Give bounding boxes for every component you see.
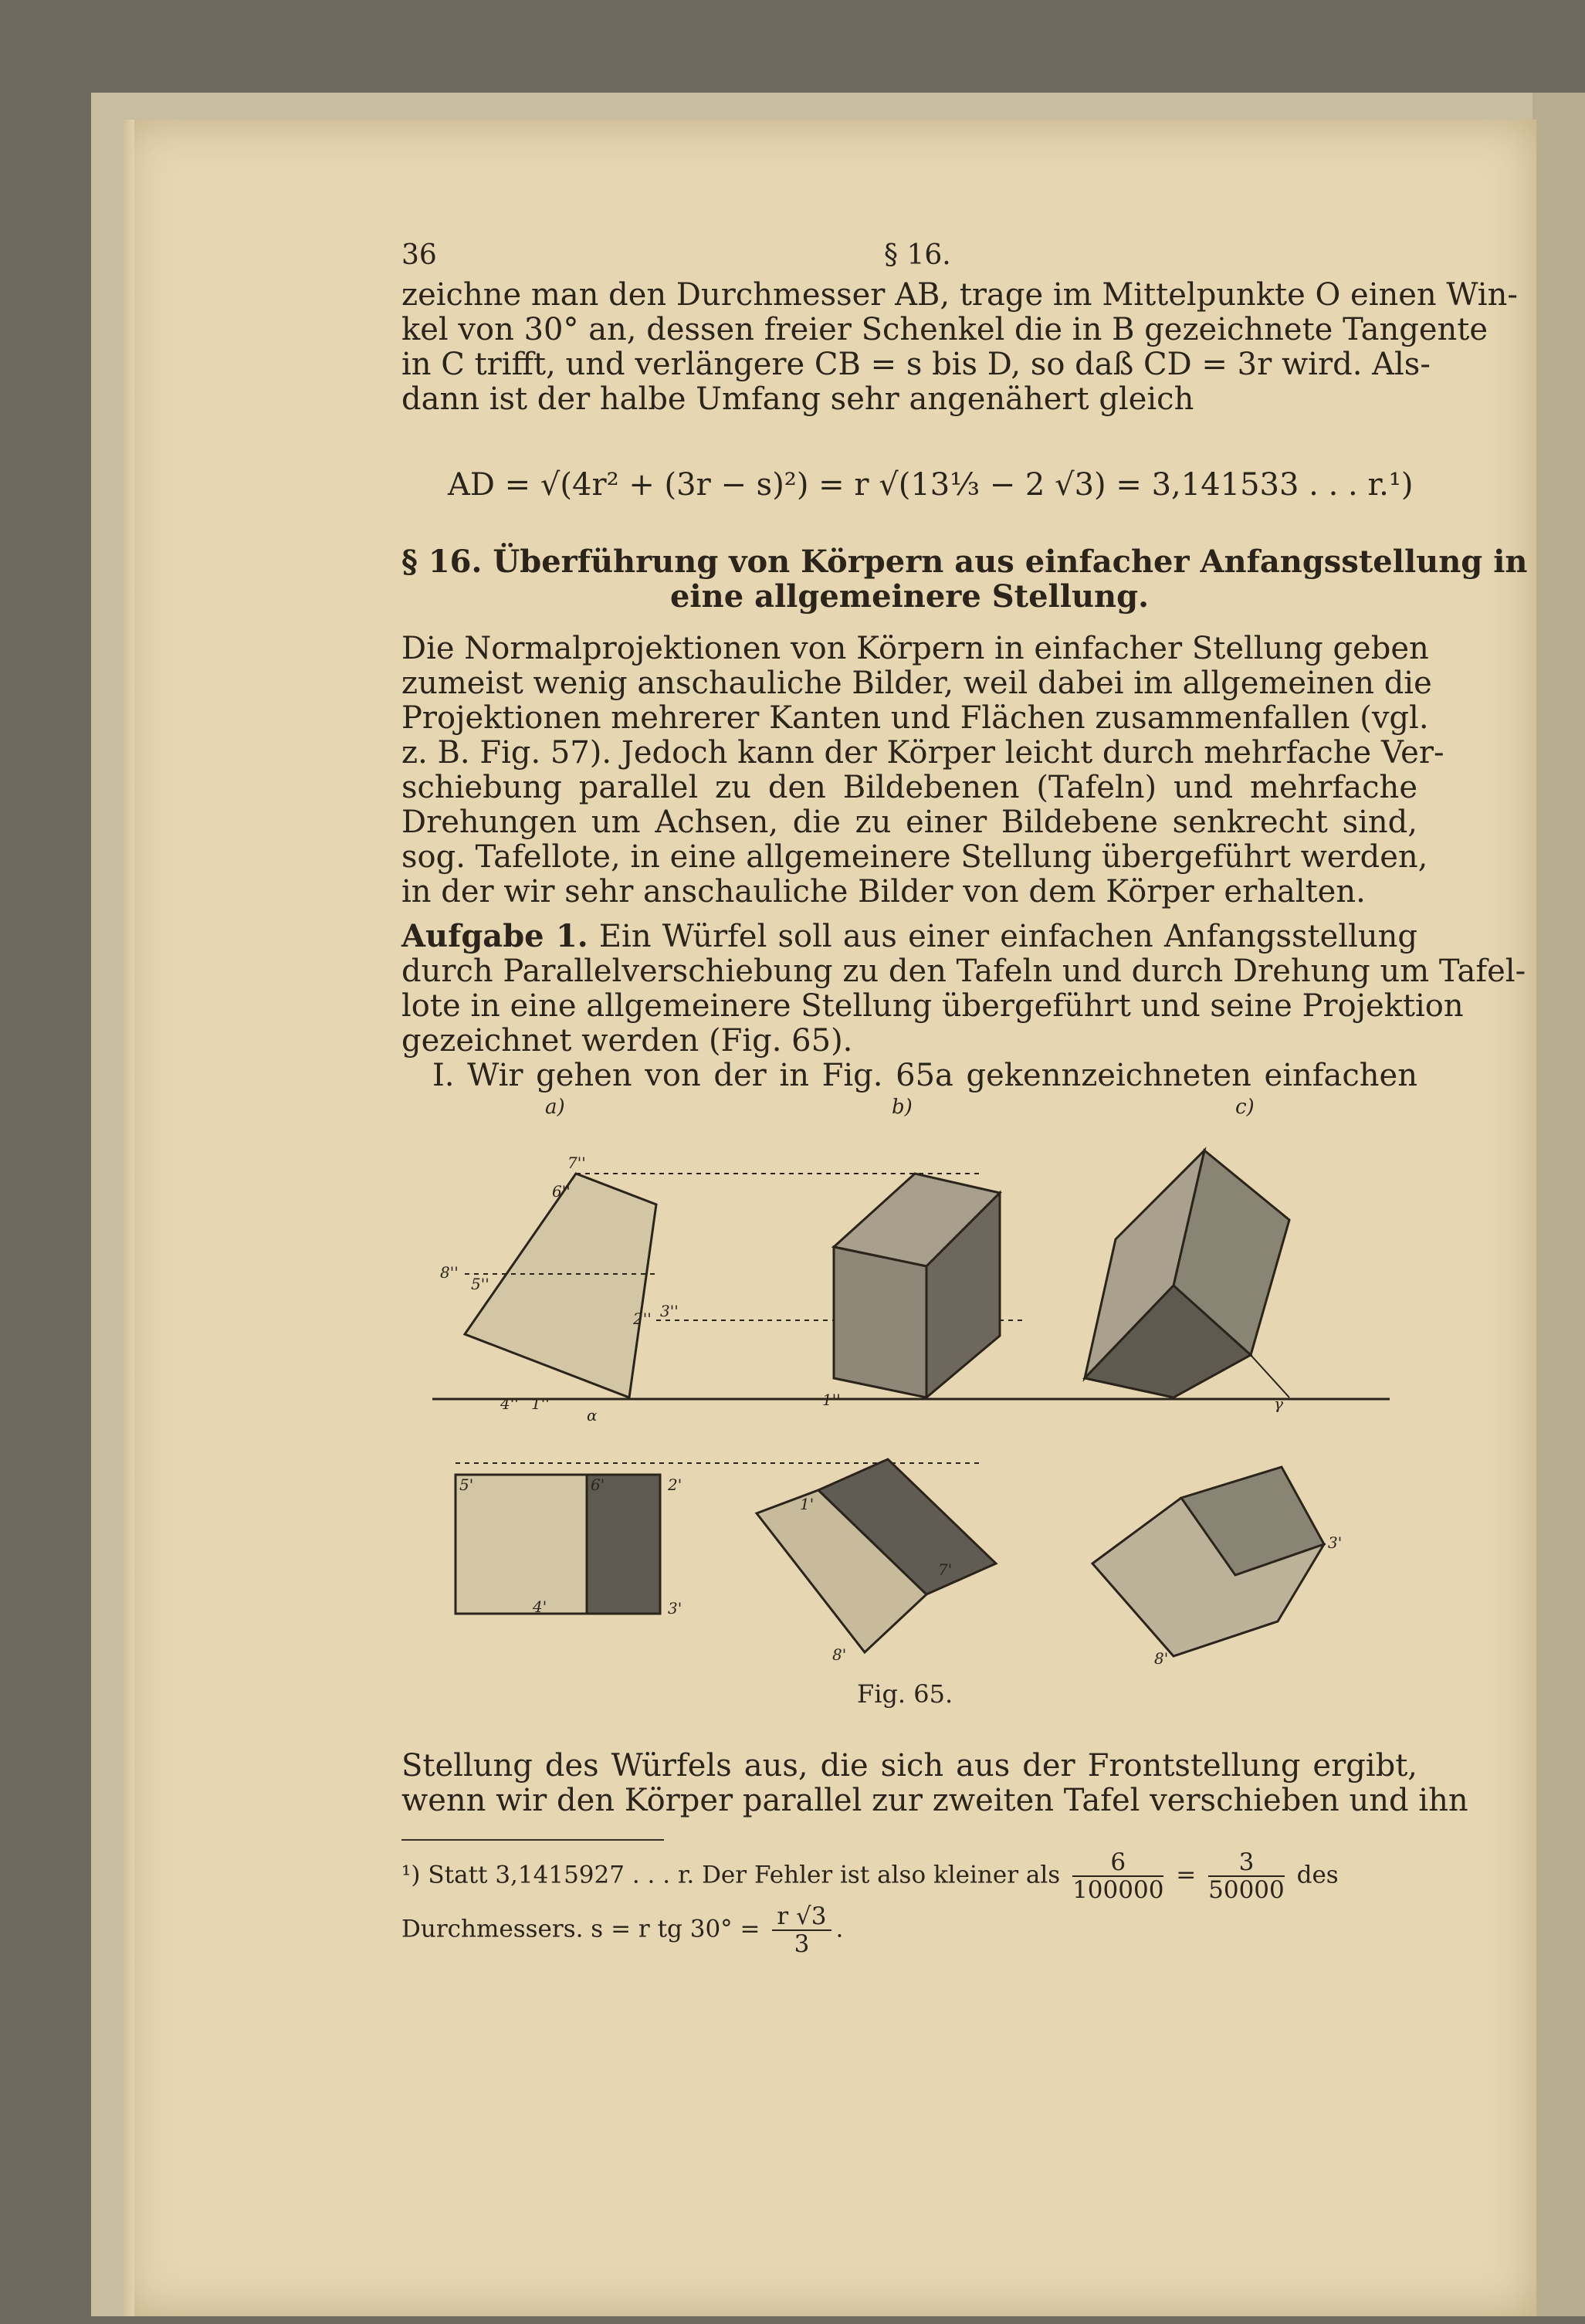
text-line: lote in eine allgemeinere Stellung übergeführt und seine Projektion xyxy=(401,988,1464,1024)
vertex-label: 1'' xyxy=(531,1394,550,1413)
vertex-label: 6' xyxy=(591,1475,605,1494)
footnote-line xyxy=(401,1903,1417,1957)
fraction xyxy=(1072,1849,1163,1903)
figure-65 xyxy=(401,1081,1421,1668)
vertex-label: 4' xyxy=(533,1597,547,1616)
text-line: in der wir sehr anschauliche Bilder von dem Körper erhalten. xyxy=(401,874,1366,910)
text-line: I. Wir gehen von der in Fig. 65a gekennzeichneten einfachen xyxy=(432,1058,1417,1093)
fraction-denominator: 50000 xyxy=(1208,1876,1285,1904)
figure-caption: Fig. 65. xyxy=(857,1679,953,1709)
vertex-label: 8'' xyxy=(440,1263,459,1282)
sub-label-a: a) xyxy=(545,1096,565,1119)
fraction xyxy=(772,1903,831,1957)
text-line xyxy=(401,919,1417,954)
text-line: Die Normalprojektionen von Körpern in einfacher Stellung geben xyxy=(401,631,1429,666)
section-title-line: § 16. Überführung von Körpern aus einfacher Anfangsstellung in xyxy=(401,544,1528,580)
text-line: Projektionen mehrerer Kanten und Flächen zusammenfallen (vgl. xyxy=(401,700,1429,736)
fraction-numerator: 6 xyxy=(1072,1849,1163,1877)
normal-projection-paragraph xyxy=(401,631,1444,910)
cube-a-plan-dark xyxy=(587,1475,660,1614)
vertex-label: 2' xyxy=(668,1475,682,1494)
page-number: 36 xyxy=(401,239,437,271)
vertex-label: 6'' xyxy=(552,1182,571,1201)
fraction-denominator: 3 xyxy=(794,1930,810,1958)
task-paragraph xyxy=(401,918,1526,1093)
text-line: z. B. Fig. 57). Jedoch kann der Körper leicht durch mehrfache Ver- xyxy=(401,735,1444,771)
vertex-label: 4'' xyxy=(500,1394,519,1413)
text-line: kel von 30° an, dessen freier Schenkel die in B gezeichnete Tangente xyxy=(401,312,1488,347)
section-title xyxy=(401,544,1528,615)
page-gutter xyxy=(124,120,134,2316)
text-line: Drehungen um Achsen, die zu einer Bildebene senkrecht sind, xyxy=(401,805,1417,840)
vertex-label: 2'' xyxy=(633,1309,652,1328)
equals-sign: = xyxy=(1176,1861,1197,1889)
text-line: dann ist der halbe Umfang sehr angenähert gleich xyxy=(401,381,1194,417)
footnote-text: des xyxy=(1296,1861,1339,1889)
text-line: gezeichnet werden (Fig. 65). xyxy=(401,1023,853,1059)
footnote xyxy=(401,1849,1417,1957)
vertex-label: 1'' xyxy=(822,1391,841,1409)
footnote-mark: ¹) xyxy=(401,1861,421,1889)
vertex-label: 3'' xyxy=(660,1302,679,1320)
sub-label-c: c) xyxy=(1235,1096,1255,1119)
footnote-text: Durchmessers. s = r tg 30° = xyxy=(401,1915,760,1943)
running-header: § 16. xyxy=(884,239,951,271)
vertex-label: 3' xyxy=(668,1599,682,1618)
fraction-numerator: 3 xyxy=(1208,1849,1285,1877)
text-line: durch Parallelverschiebung zu den Tafeln und durch Drehung um Tafel- xyxy=(401,954,1526,989)
vertex-label: 7'' xyxy=(567,1154,586,1172)
text-line: Stellung des Würfels aus, die sich aus der Frontstellung ergibt, xyxy=(401,1748,1417,1784)
text-line: wenn wir den Körper parallel zur zweiten Tafel verschieben und ihn xyxy=(401,1783,1468,1818)
angle-line xyxy=(1251,1355,1289,1397)
vertex-label: 5' xyxy=(459,1475,474,1494)
vertex-label: 8' xyxy=(1154,1649,1169,1668)
fraction-denominator: 100000 xyxy=(1072,1876,1164,1904)
cube-b-front xyxy=(834,1247,926,1397)
text-line: in C trifft, und verlängere CB = s bis D, so daß CD = 3r wird. Als- xyxy=(401,347,1431,382)
task-label: Aufgabe 1. xyxy=(401,918,588,954)
fraction xyxy=(1208,1849,1285,1903)
fraction-numerator: r √3 xyxy=(772,1903,831,1931)
intro-paragraph xyxy=(401,277,1518,417)
vertex-label: 8' xyxy=(832,1645,847,1664)
closing-paragraph xyxy=(401,1748,1468,1818)
text-line: sog. Tafellote, in eine allgemeinere Stellung übergeführt werden, xyxy=(401,839,1428,875)
text-line: schiebung parallel zu den Bildebenen (Tafeln) und mehrfache xyxy=(401,770,1417,805)
book-cover-edge xyxy=(1533,93,1585,2316)
task-text: Ein Würfel soll aus einer einfachen Anfangsstellung xyxy=(598,919,1418,954)
vertex-label: 7' xyxy=(938,1560,953,1579)
footnote-text: Statt 3,1415927 . . . r. Der Fehler ist also kleiner als xyxy=(428,1861,1061,1889)
angle-label: γ xyxy=(1274,1394,1283,1413)
cube-a-front xyxy=(465,1174,656,1397)
angle-label: α xyxy=(587,1406,598,1425)
section-title-line: eine allgemeinere Stellung. xyxy=(669,578,1150,615)
footnote-line xyxy=(401,1849,1417,1903)
footnote-end: . xyxy=(835,1915,844,1943)
text-line: zeichne man den Durchmesser AB, trage im Mittelpunkte O einen Win- xyxy=(401,277,1518,313)
vertex-label: 5'' xyxy=(471,1275,489,1293)
formula: AD = √(4r² + (3r − s)²) = r √(13⅓ − 2 √3) = 3,141533 . . . r.¹) xyxy=(448,467,1414,503)
vertex-label: 1' xyxy=(800,1495,815,1513)
footnote-rule xyxy=(401,1839,664,1841)
vertex-label: 3' xyxy=(1328,1533,1343,1552)
sub-label-b: b) xyxy=(892,1096,913,1119)
text-line: zumeist wenig anschauliche Bilder, weil dabei im allgemeinen die xyxy=(401,666,1432,701)
